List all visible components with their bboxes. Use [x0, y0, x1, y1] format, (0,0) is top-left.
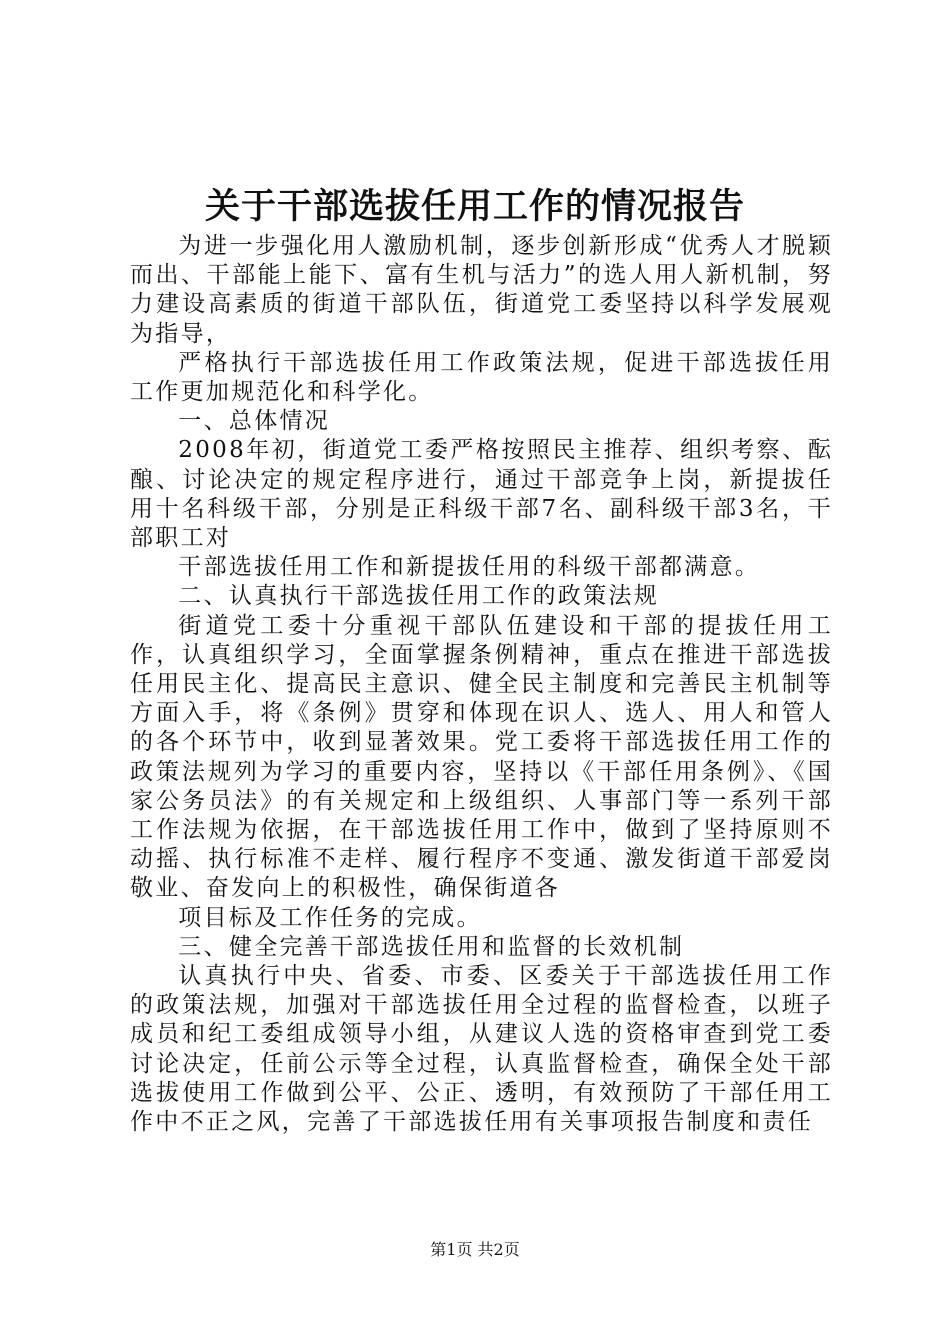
paragraph-section-2-b: 项目标及工作任务的完成。: [178, 904, 482, 931]
section-heading-3: 三、健全完善干部选拔任用和监督的长效机制: [178, 933, 685, 960]
paragraph-intro-2: 严格执行干部选拔任用工作政策法规，促进干部选拔任用工作更加规范化和科学化。: [130, 349, 833, 406]
page-footer: 第1页 共2页: [430, 1240, 520, 1259]
paragraph-section-1-a: 2008年初，街道党工委严格按照民主推荐、组织考察、酝酿、讨论决定的规定程序进行，通过干部竞争上岗，新提拔任用十名科级干部，分别是正科级干部7名、副科级干部3名，干部职工对: [130, 437, 833, 552]
document-body: [130, 232, 833, 1137]
paragraph-intro-1: 为进一步强化用人激励机制，逐步创新形成“优秀人才脱颖而出、干部能上能下、富有生机与活力”的选人用人新机制，努力建设高素质的街道干部队伍，街道党工委坚持以科学发展观为指导，: [130, 233, 833, 347]
section-heading-2: 二、认真执行干部选拔任用工作的政策法规: [178, 583, 659, 610]
document-title: 关于干部选拔任用工作的情况报告: [204, 186, 745, 227]
paragraph-section-3-a: 认真执行中央、省委、市委、区委关于干部选拔任用工作的政策法规，加强对干部选拔任用全过程的监督检查，以班子成员和纪工委组成领导小组，从建议人选的资格审查到党工委讨论决定，任前公示等全过程，认真监督检查，确保全处干部选拔使用工作做到公平、公正、透明，有效预防了干部任用工作中不正之风，完善了干部选拔任用有关事项报告制度和责任: [130, 963, 833, 1136]
paragraph-section-1-b: 干部选拔任用工作和新提拔任用的科级干部都满意。: [178, 554, 761, 581]
paragraph-section-2-a: 街道党工委十分重视干部队伍建设和干部的提拔任用工作，认真组织学习，全面掌握条例精神，重点在推进干部选拔任用民主化、提高民主意识、健全民主制度和完善民主机制等方面入手，将《条例》贯穿和体现在识人、选人、用人和管人的各个环节中，收到显著效果。党工委将干部选拔任用工作的政策法规列为学习的重要内容，坚持以《干部任用条例》、《国家公务员法》的有关规定和上级组织、人事部门等一系列干部工作法规为依据，在干部选拔任用工作中，做到了坚持原则不动摇、执行标准不走样、履行程序不变通、激发街道干部爱岗敬业、奋发向上的积极性，确保街道各: [130, 612, 833, 902]
section-heading-1: 一、总体情况: [178, 408, 331, 435]
